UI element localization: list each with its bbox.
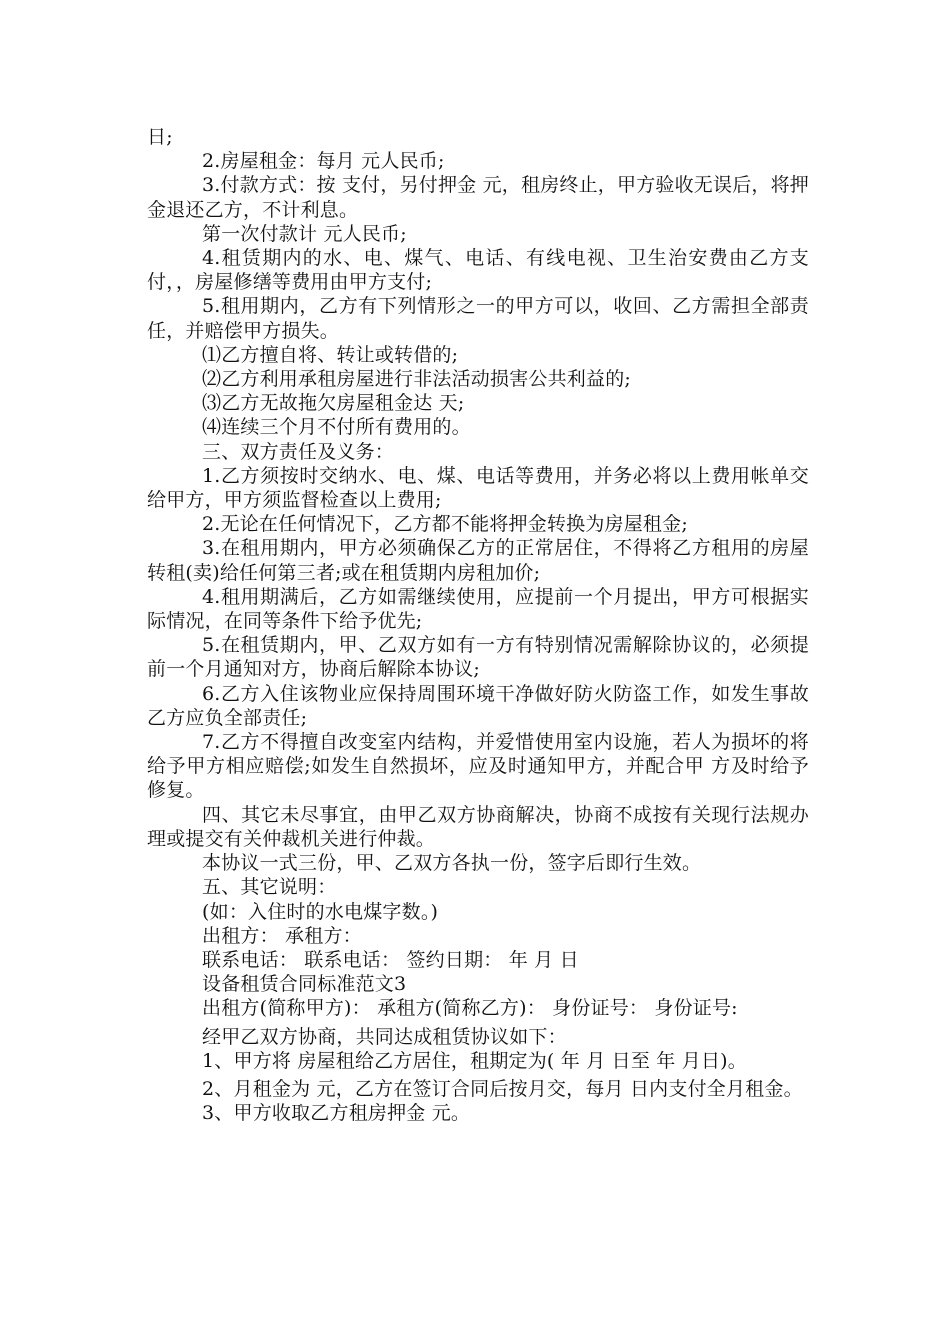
signature-parties: 出租方： 承租方： [202,924,362,947]
section-heading-duties: 三、双方责任及义务： [202,440,395,463]
section-heading-notes: 五、其它说明： [202,876,337,899]
paragraph-first-payment: 第一次付款计 元人民币; [202,222,407,245]
paragraph-duty-6: 6.乙方入住该物业应保持周围环境干净做好防火防盗工作，如发生事故乙方应负全部责任; [147,682,809,729]
paragraph-duty-2: 2.无论在任何情况下，乙方都不能将押金转换为房屋租金; [202,513,688,536]
paragraph-duty-1: 1.乙方须按时交纳水、电、煤、电话等费用，并务必将以上费用帐单交给甲方，甲方须监督检查以上费用; [147,464,809,512]
paragraph-rent: 2.房屋租金：每月 元人民币; [202,150,445,173]
clause-1: 1、甲方将 房屋租给乙方居住，租期定为( 年 月 日至 年 月日)。 [202,1049,747,1072]
paragraph-duty-4: 4.租用期满后，乙方如需继续使用，应提前一个月提出，甲方可根据实际情况，在同等条件下给予优先; [147,585,809,633]
paragraph-payment-method: 3.付款方式：按 支付，另付押金 元，租房终止，甲方验收无误后，将押金退还乙方，不计利息。 [147,174,810,221]
list-item-unpaid-fees: ⑷连续三个月不付所有费用的。 [202,416,471,439]
paragraph-duty-7: 7.乙方不得擅自改变室内结构，并爱惜使用室内设施，若人为损坏的将给予甲方相应赔偿;如发生自然损坏，应及时通知甲方，并配合甲 方及时给予修复。 [147,731,809,802]
clause-3: 3、甲方收取乙方租房押金 元。 [202,1102,471,1125]
clause-2: 2、月租金为 元，乙方在签订合同后按月交，每月 日内支付全月租金。 [202,1077,803,1100]
list-item-sublet: ⑴乙方擅自将、转让或转借的; [202,343,459,366]
paragraph-notes-example: (如：入住时的水电煤字数。) [202,900,439,923]
signature-contacts: 联系电话： 联系电话： 签约日期： 年 月 日 [202,948,579,971]
paragraph-agreement-intro: 经甲乙双方协商，共同达成租赁协议如下： [202,1025,567,1048]
section-heading-other-matters: 四、其它未尽事宜，由甲乙双方协商解决，协商不成按有关现行法规办理或提交有关仲裁机关进行仲裁。 [147,803,809,850]
paragraph-duty-3: 3.在租用期内，甲方必须确保乙方的正常居住，不得将乙方租用的房屋转租(卖)给任何第三者;或在租赁期内房租加价; [147,537,809,584]
paragraph-utilities: 4.租赁期内的水、电、煤气、电话、有线电视、卫生治安费由乙方支付，，房屋修缮等费用由甲方支付; [147,247,809,294]
paragraph-copies: 本协议一式三份，甲、乙双方各执一份，签字后即行生效。 [202,852,702,875]
list-item-illegal-use: ⑵乙方利用承租房屋进行非法活动损害公共利益的; [202,368,632,391]
document-body [147,125,809,1125]
document-subtitle: 设备租赁合同标准范文3 [202,973,407,996]
paragraph-parties: 出租方(简称甲方)： 承租方(简称乙方)： 身份证号： 身份证号: [202,997,738,1020]
paragraph-continuation: 日; [147,126,173,148]
paragraph-termination: 5.租用期内，乙方有下列情形之一的甲方可以，收回、乙方需担全部责任，并赔偿甲方损失。 [147,295,809,342]
paragraph-duty-5: 5.在租赁期内，甲、乙双方如有一方有特别情况需解除协议的，必须提前一个月通知对方，协商后解除本协议; [147,634,809,681]
list-item-arrears: ⑶乙方无故拖欠房屋租金达 天; [202,392,465,415]
